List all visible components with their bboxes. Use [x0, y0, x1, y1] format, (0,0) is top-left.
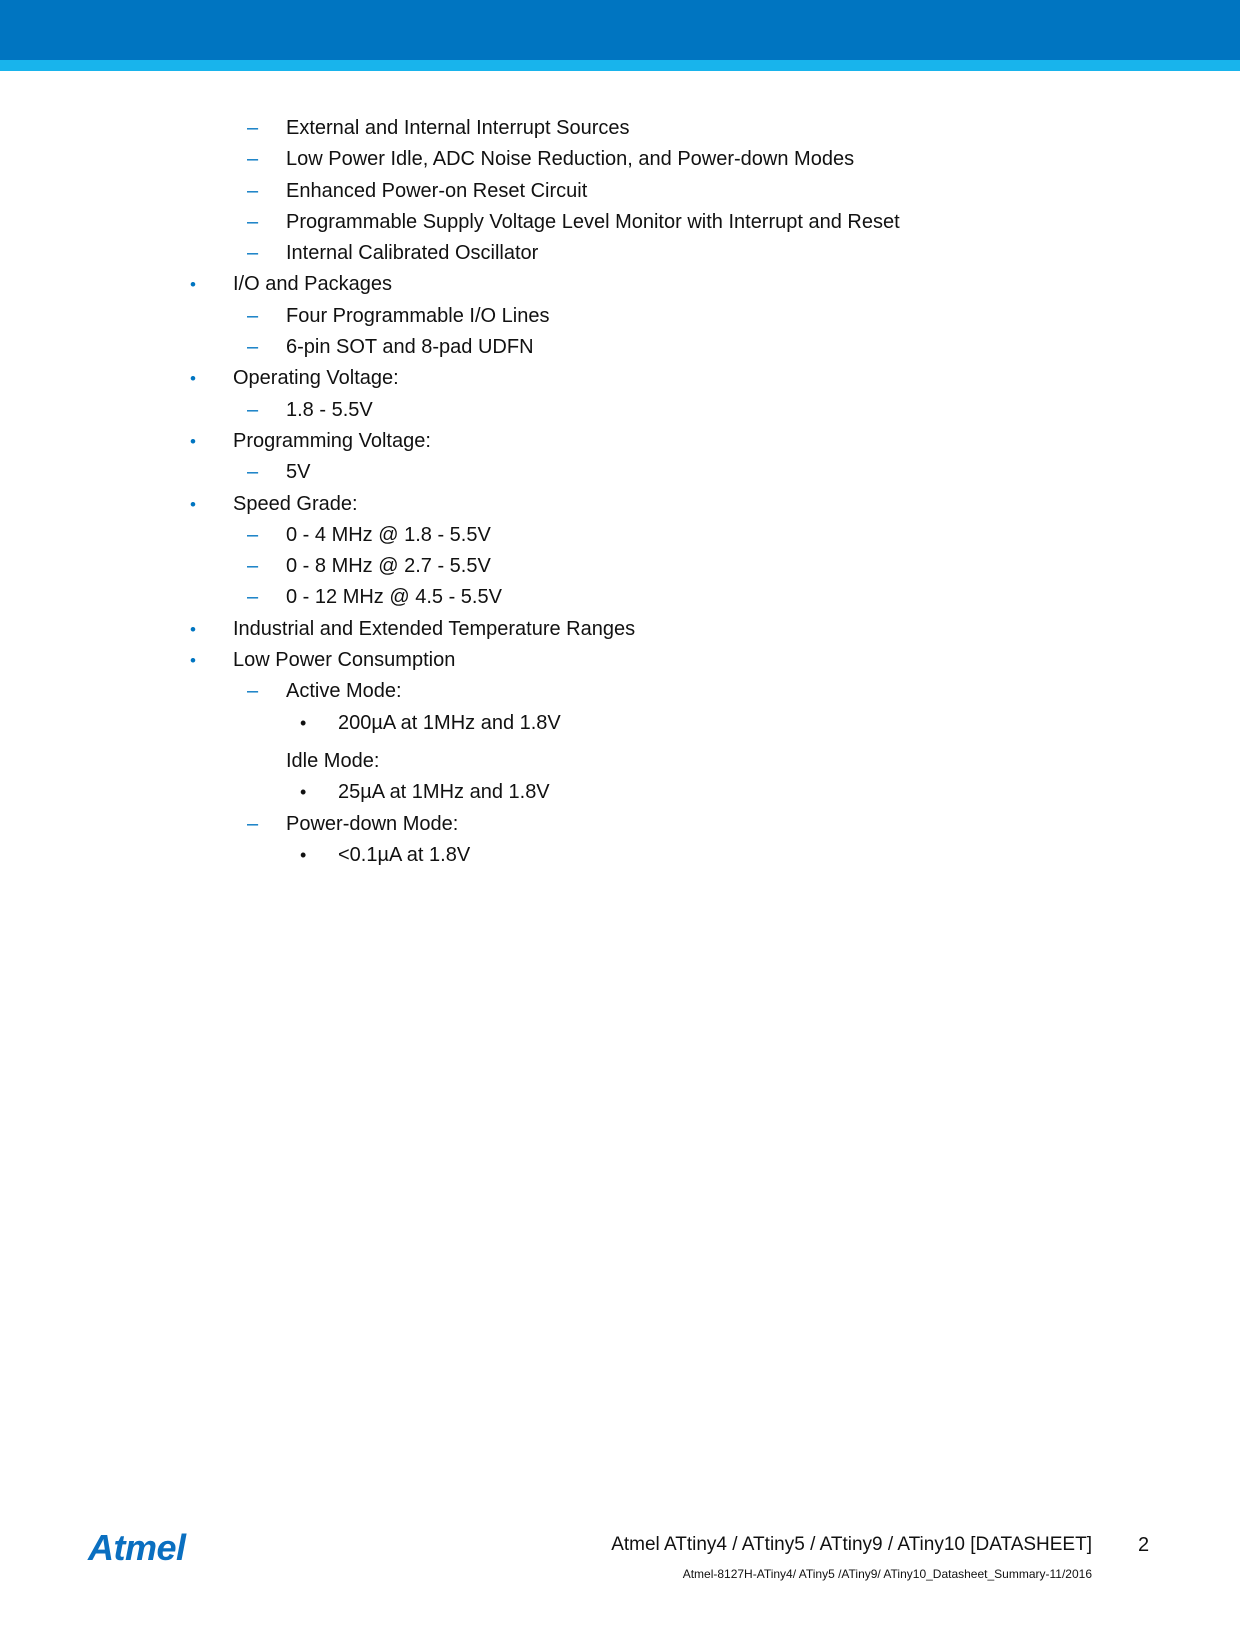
dash-marker: –: [247, 242, 259, 265]
list-item: [0, 176, 1240, 207]
list-item-text: 25µA at 1MHz and 1.8V: [338, 781, 550, 804]
dash-marker: –: [247, 555, 259, 578]
list-item: [0, 144, 1240, 175]
dash-marker: –: [247, 398, 259, 421]
list-item-text: 0 - 4 MHz @ 1.8 - 5.5V: [286, 523, 491, 546]
dash-marker: –: [247, 179, 259, 202]
list-item-text: 5V: [286, 461, 311, 484]
list-item-text: Operating Voltage:: [233, 367, 399, 390]
dash-marker: –: [247, 336, 259, 359]
list-item-text: External and Internal Interrupt Sources: [286, 117, 630, 139]
atmel-logo: Atmel: [88, 1527, 186, 1568]
list-item: [0, 269, 1240, 300]
list-item-text: 0 - 8 MHz @ 2.7 - 5.5V: [286, 555, 491, 578]
list-item-text: Internal Calibrated Oscillator: [286, 242, 539, 265]
bullet-marker: •: [300, 712, 307, 733]
list-item-text: 6-pin SOT and 8-pad UDFN: [286, 336, 534, 359]
bullet-marker: •: [190, 431, 196, 451]
list-item-text: <0.1µA at 1.8V: [338, 843, 471, 866]
list-item-text: 0 - 12 MHz @ 4.5 - 5.5V: [286, 586, 502, 609]
list-item-text: Four Programmable I/O Lines: [286, 304, 550, 327]
footer-doc-id: Atmel-8127H-ATiny4/ ATiny5 /ATiny9/ ATiny10_Datasheet_Summary-11/2016: [682, 1567, 1092, 1581]
dash-marker: –: [247, 148, 259, 171]
list-item: [0, 614, 1240, 645]
list-item-text: Programmable Supply Voltage Level Monitor with Interrupt and Reset: [286, 210, 900, 233]
list-item: [0, 301, 1240, 332]
feature-list: [0, 113, 1240, 871]
list-item: [0, 207, 1240, 238]
bullet-marker: •: [190, 494, 196, 514]
list-item: [0, 520, 1240, 551]
list-item-text: Low Power Consumption: [233, 649, 456, 672]
bullet-marker: •: [190, 651, 196, 671]
list-item: [0, 426, 1240, 457]
list-item: [0, 777, 1240, 808]
list-item: [0, 746, 1240, 777]
list-item: [0, 582, 1240, 613]
list-item: [0, 840, 1240, 871]
header-band: [0, 0, 1240, 60]
list-item: [0, 645, 1240, 676]
bullet-marker: •: [190, 275, 196, 295]
dash-marker: –: [247, 523, 259, 546]
dash-marker: –: [247, 117, 259, 139]
list-item-text: Enhanced Power-on Reset Circuit: [286, 179, 588, 202]
dash-marker: –: [247, 461, 259, 484]
list-item: [0, 551, 1240, 582]
bullet-marker: •: [190, 369, 196, 389]
list-item-text: Industrial and Extended Temperature Ranges: [233, 617, 636, 640]
list-item: [0, 489, 1240, 520]
list-item: [0, 332, 1240, 363]
bullet-marker: •: [300, 782, 307, 803]
list-item: [0, 113, 1240, 144]
list-item-text: I/O and Packages: [233, 273, 392, 296]
header-stripe: [0, 60, 1240, 71]
list-item-text: Active Mode:: [286, 680, 402, 703]
list-item-text: Power-down Mode:: [286, 812, 459, 835]
dash-marker: –: [247, 304, 259, 327]
dash-marker: –: [247, 680, 259, 703]
list-item: [0, 708, 1240, 739]
list-item: [0, 676, 1240, 707]
list-item-text: 1.8 - 5.5V: [286, 398, 373, 421]
footer-title: Atmel ATtiny4 / ATtiny5 / ATtiny9 / ATiny10 [DATASHEET]: [611, 1534, 1092, 1555]
list-item: [0, 395, 1240, 426]
list-item: [0, 238, 1240, 269]
dash-marker: –: [247, 586, 259, 609]
list-item: [0, 457, 1240, 488]
bullet-marker: •: [300, 844, 307, 865]
dash-marker: –: [247, 210, 259, 233]
list-item-text: Low Power Idle, ADC Noise Reduction, and Power-down Modes: [286, 148, 855, 171]
dash-marker: –: [247, 812, 259, 835]
list-item: [0, 363, 1240, 394]
list-item: [0, 809, 1240, 840]
page-number: 2: [1138, 1534, 1150, 1556]
bullet-marker: •: [190, 619, 196, 639]
list-item-text: Speed Grade:: [233, 492, 358, 515]
list-item-text: Programming Voltage:: [233, 429, 431, 452]
list-item-text: 200µA at 1MHz and 1.8V: [338, 711, 561, 734]
list-item-text: Idle Mode:: [286, 749, 380, 772]
